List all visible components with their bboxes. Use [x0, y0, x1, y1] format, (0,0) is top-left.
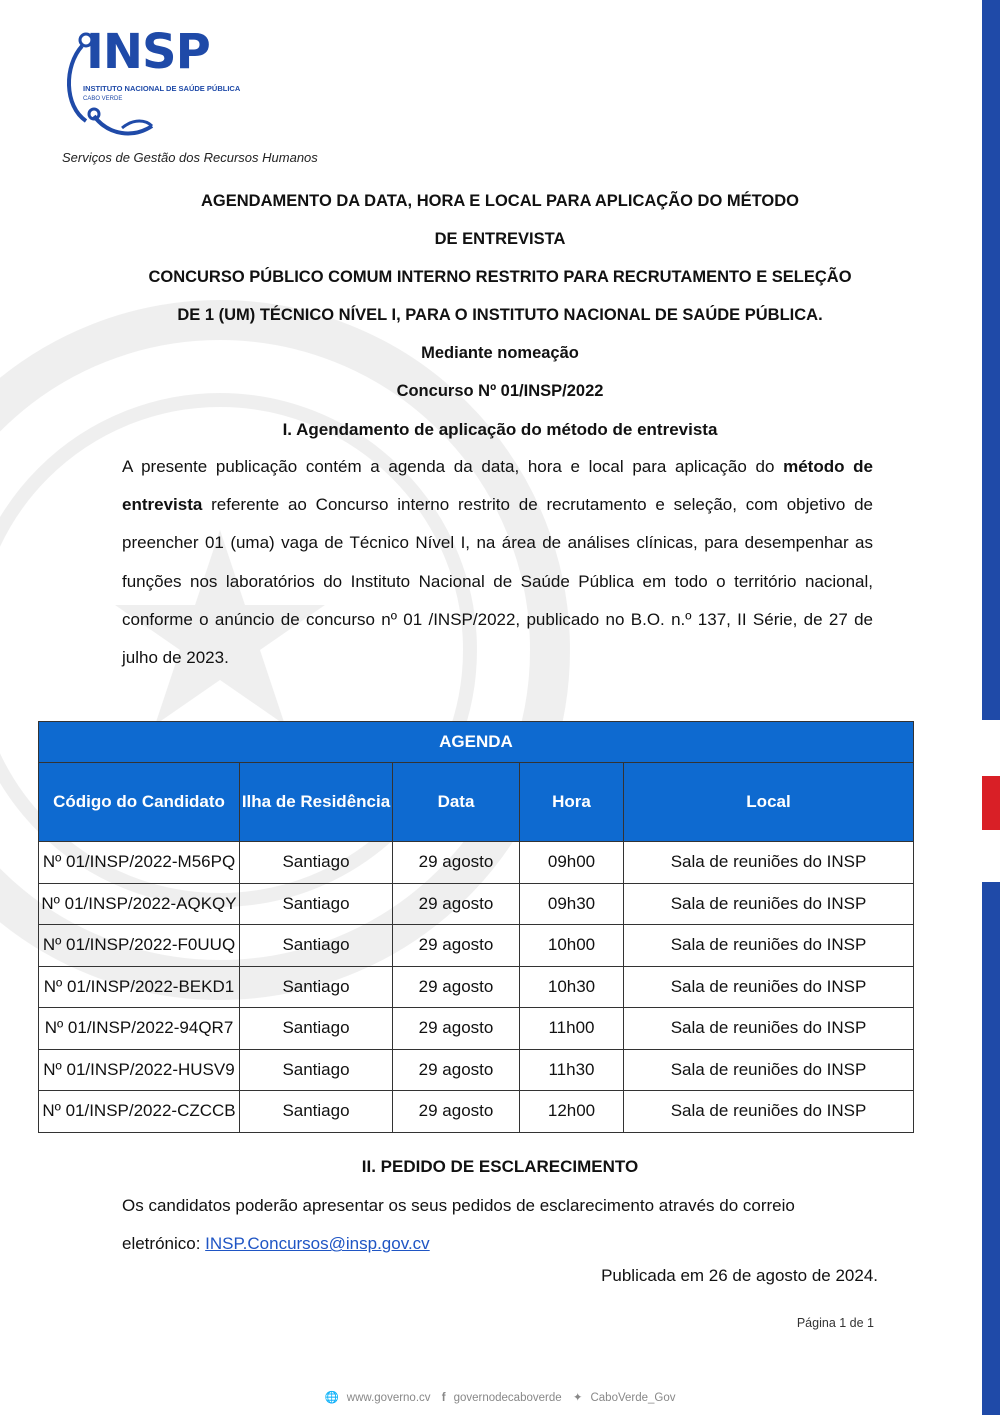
footer — [0, 1390, 1000, 1404]
table-row — [39, 966, 914, 1008]
table-row — [39, 1091, 914, 1133]
cell-date: 29 agosto — [393, 1091, 520, 1133]
section-1-bold-text: método de entrevista — [122, 457, 873, 515]
cell-location: Sala de reuniões do INSP — [624, 842, 914, 884]
cell-location: Sala de reuniões do INSP — [624, 966, 914, 1008]
cell-island: Santiago — [240, 925, 393, 967]
table-row — [39, 1008, 914, 1050]
section-2-paragraph — [122, 1187, 873, 1263]
cell-location: Sala de reuniões do INSP — [624, 925, 914, 967]
globe-icon: 🌐 — [324, 1392, 339, 1404]
cell-time: 09h00 — [520, 842, 624, 884]
col-header-location: Local — [624, 763, 914, 842]
cell-island: Santiago — [240, 883, 393, 925]
col-header-candidate-code: Código do Candidato — [39, 763, 240, 842]
twitter-icon: ✦ — [572, 1392, 583, 1404]
footer-twitter[interactable]: CaboVerde_Gov — [590, 1392, 676, 1404]
section-2-text: Os candidatos poderão apresentar os seus pedidos de esclarecimento através do correio eletrónico: — [122, 1196, 795, 1254]
cell-time: 10h30 — [520, 966, 624, 1008]
cell-time: 11h30 — [520, 1049, 624, 1091]
logo-text: INSP — [86, 24, 210, 80]
heading-line-3: CONCURSO PÚBLICO COMUM INTERNO RESTRITO PARA RECRUTAMENTO E SELEÇÃO — [148, 268, 852, 286]
heading-line-4: DE 1 (UM) TÉCNICO NÍVEL I, PARA O INSTITUTO NACIONAL DE SAÚDE PÚBLICA. — [177, 306, 823, 324]
cell-location: Sala de reuniões do INSP — [624, 1008, 914, 1050]
footer-facebook[interactable]: governodecaboverde — [453, 1392, 562, 1404]
side-bar-red — [982, 776, 1000, 830]
col-header-date: Data — [393, 763, 520, 842]
cell-candidate-code: Nº 01/INSP/2022-F0UUQ — [39, 925, 240, 967]
department-name: Serviços de Gestão dos Recursos Humanos — [62, 150, 318, 165]
cell-time: 10h00 — [520, 925, 624, 967]
cell-time: 12h00 — [520, 1091, 624, 1133]
cell-date: 29 agosto — [393, 925, 520, 967]
side-bar-blue-bottom — [982, 882, 1000, 1415]
cell-date: 29 agosto — [393, 1008, 520, 1050]
logo-subtitle: INSTITUTO NACIONAL DE SAÚDE PÚBLICA — [83, 84, 241, 93]
section-1-text-start: A presente publicação contém a agenda da data, hora e local para aplicação do — [122, 457, 784, 476]
cell-candidate-code: Nº 01/INSP/2022-94QR7 — [39, 1008, 240, 1050]
cell-candidate-code: Nº 01/INSP/2022-BEKD1 — [39, 966, 240, 1008]
heading-line-1: AGENDAMENTO DA DATA, HORA E LOCAL PARA APLICAÇÃO DO MÉTODO — [201, 192, 799, 210]
table-row — [39, 925, 914, 967]
cell-location: Sala de reuniões do INSP — [624, 1049, 914, 1091]
table-row — [39, 883, 914, 925]
heading-line-2: DE ENTREVISTA — [434, 230, 566, 248]
cell-date: 29 agosto — [393, 1049, 520, 1091]
logo-country: CABO VERDE — [83, 96, 123, 102]
cell-date: 29 agosto — [393, 842, 520, 884]
table-row — [39, 842, 914, 884]
heading-line-5: Mediante nomeação — [421, 344, 579, 362]
cell-island: Santiago — [240, 1091, 393, 1133]
cell-candidate-code: Nº 01/INSP/2022-HUSV9 — [39, 1049, 240, 1091]
cell-candidate-code: Nº 01/INSP/2022-AQKQY — [39, 883, 240, 925]
section-1-text-end: referente ao Concurso interno restrito de recrutamento e seleção, com objetivo de preencher 01 (uma) vaga de Técnico Nível I, na área de análises clínicas, para desempenhar as funções nos laboratórios do Instituto Nacional de Saúde Pública em todo o território nacional, conforme o anúncio de concurso nº 01 /INSP/2022, publicado no B.O. n.º 137, II Série, de 27 de julho de 2023. — [122, 495, 873, 668]
facebook-icon: f — [441, 1392, 446, 1404]
cell-date: 29 agosto — [393, 966, 520, 1008]
cell-time: 09h30 — [520, 883, 624, 925]
cell-location: Sala de reuniões do INSP — [624, 883, 914, 925]
publication-date: Publicada em 26 de agosto de 2024. — [601, 1266, 878, 1285]
cell-candidate-code: Nº 01/INSP/2022-CZCCB — [39, 1091, 240, 1133]
table-row — [39, 1049, 914, 1091]
agenda-title: AGENDA — [39, 722, 914, 763]
agenda-table — [38, 721, 914, 1133]
cell-island: Santiago — [240, 1049, 393, 1091]
cell-island: Santiago — [240, 1008, 393, 1050]
col-header-time: Hora — [520, 763, 624, 842]
page-number: Página 1 de 1 — [796, 1316, 874, 1330]
heading-line-6: Concurso Nº 01/INSP/2022 — [396, 382, 604, 400]
cell-island: Santiago — [240, 966, 393, 1008]
footer-website[interactable]: www.governo.cv — [346, 1392, 431, 1404]
cell-date: 29 agosto — [393, 883, 520, 925]
col-header-island: Ilha de Residência — [240, 763, 393, 842]
section-1-paragraph — [122, 448, 873, 677]
cell-candidate-code: Nº 01/INSP/2022-M56PQ — [39, 842, 240, 884]
cell-island: Santiago — [240, 842, 393, 884]
email-link[interactable]: INSP.Concursos@insp.gov.cv — [205, 1234, 430, 1254]
cell-time: 11h00 — [520, 1008, 624, 1050]
section-2-title: II. PEDIDO DE ESCLARECIMENTO — [361, 1157, 639, 1176]
section-1-title: I. Agendamento de aplicação do método de entrevista — [282, 420, 718, 439]
cell-location: Sala de reuniões do INSP — [624, 1091, 914, 1133]
